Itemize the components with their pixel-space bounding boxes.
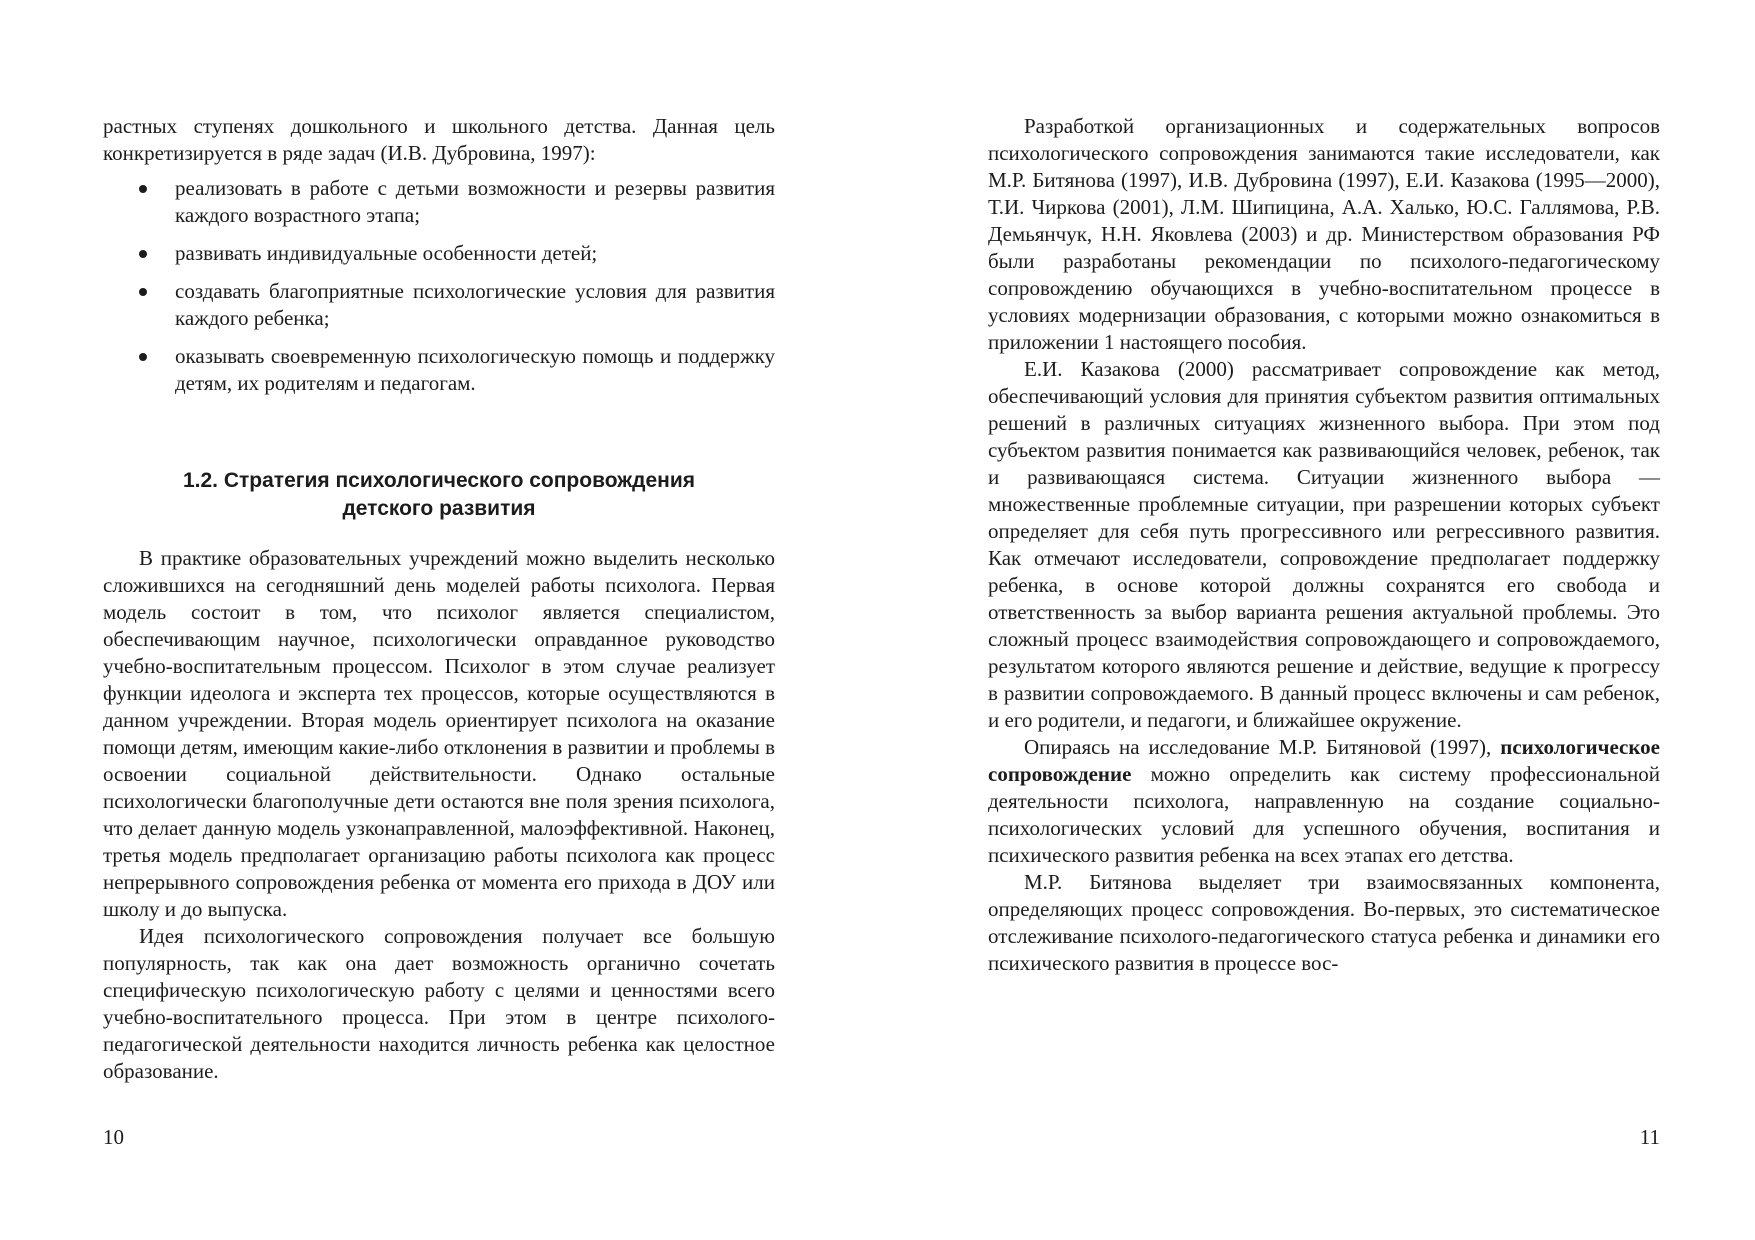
bullet-icon <box>139 250 147 258</box>
list-item-text: реализовать в работе с детьми возможности и резервы развития каждого возрастного этапа; <box>175 176 775 227</box>
right-paragraph-1: Разработкой организационных и содержательных вопросов психологического сопровождения занимаются такие исследователи, как М.Р. Битянова (1997), И.В. Дубровина (1997), Е.И. Казакова (1995—2000), Т.И. Чиркова (2001), Л.М. Шипицина, А.А. Халько, Ю.С. Галлямова, Р.В. Демьянчук, Н.Н. Яковлева (2003) и др. Министерством образования РФ были разработаны рекомендации по психолого-педагогическому сопровождению обучающихся в учебно-воспитательном процессе в условиях модернизации образования, с которыми можно ознакомиться в приложении 1 настоящего пособия. <box>988 114 1660 354</box>
left-page-column <box>103 113 775 1085</box>
bullet-icon <box>139 288 147 296</box>
right-paragraph-4: М.Р. Битянова выделяет три взаимосвязанных компонента, определяющих процесс сопровождения. Во-первых, это систематическое отслеживание психолого-педагогического статуса ребенка и динамики его психического развития в процессе вос- <box>988 870 1660 975</box>
list-item-text: развивать индивидуальные особенности детей; <box>175 241 598 265</box>
bullet-icon <box>139 353 147 361</box>
task-list <box>103 175 775 397</box>
right-page-column <box>988 113 1660 977</box>
left-paragraph-2: Идея психологического сопровождения получает все большую популярность, так как она дает возможность органично сочетать специфическую психологическую работу с целями и ценностями всего учебно-воспитательного процесса. При этом в центре психолого-педагогической деятельности находится личность ребенка как целостное образование. <box>103 924 775 1083</box>
term-psychological-support: психологическое сопровождение <box>988 735 1660 786</box>
list-item <box>103 240 775 267</box>
list-item <box>103 343 775 397</box>
list-item-text: оказывать своевременную психологическую помощь и поддержку детям, их родителям и педагогам. <box>175 344 775 395</box>
list-item <box>103 278 775 332</box>
section-heading-line1: 1.2. Стратегия психологического сопровождения <box>182 469 696 492</box>
page-number-right: 11 <box>1639 1125 1660 1149</box>
left-intro-paragraph: растных ступенях дошкольного и школьного детства. Данная цель конкретизируется в ряде задач (И.В. Дубровина, 1997): <box>103 114 775 165</box>
list-item-text: создавать благоприятные психологические условия для развития каждого ребенка; <box>175 279 775 330</box>
left-paragraph-1: В практике образовательных учреждений можно выделить несколько сложившихся на сегодняшний день моделей работы психолога. Первая модель состоит в том, что психолог является специалистом, обеспечивающим научное, психологически оправданное руководство учебно-воспитательным процессом. Психолог в этом случае реализует функции идеолога и эксперта тех процессов, которые осуществляются в данном учреждении. Вторая модель ориентирует психолога на оказание помощи детям, имеющим какие-либо отклонения в развитии и проблемы в освоении социальной действительности. Однако остальные психологически благополучные дети остаются вне поля зрения психолога, что делает данную модель узконаправленной, малоэффективной. Наконец, третья модель предполагает организацию работы психолога как процесс непрерывного сопровождения ребенка от момента его прихода в ДОУ или школу и до выпуска. <box>103 546 775 921</box>
right-paragraph-2: Е.И. Казакова (2000) рассматривает сопровождение как метод, обеспечивающий условия для принятия субъектом развития оптимальных решений в различных ситуациях жизненного выбора. При этом под субъектом развития понимается как развивающийся человек, ребенок, так и развивающаяся система. Ситуации жизненного выбора — множественные проблемные ситуации, при разрешении которых субъект определяет для себя путь прогрессивного или регрессивного развития. Как отмечают исследователи, сопровождение предполагает поддержку ребенка, в основе которой должны сохранятся его свобода и ответственность за выбор варианта решения актуальной проблемы. Это сложный процесс взаимодействия сопровождающего и сопровождаемого, результатом которого являются решение и действие, ведущие к прогрессу в развитии сопровождаемого. В данный процесс включены и сам ребенок, и его родители, и педагоги, и ближайшее окружение. <box>988 357 1660 732</box>
right-paragraph-3-start: Опираясь на исследование М.Р. Битяновой (1997), <box>1024 735 1501 759</box>
right-paragraph-3-end: можно определить как систему профессиональной деятельности психолога, направленную на создание социально-психологических условий для успешного обучения, воспитания и психического развития ребенка на всех этапах его детства. <box>988 762 1660 867</box>
bullet-icon <box>139 185 147 193</box>
section-heading <box>103 467 775 523</box>
section-heading-line2: детского развития <box>342 497 536 520</box>
page-number-left: 10 <box>103 1125 124 1149</box>
list-item <box>103 175 775 229</box>
right-paragraph-3 <box>988 734 1660 869</box>
